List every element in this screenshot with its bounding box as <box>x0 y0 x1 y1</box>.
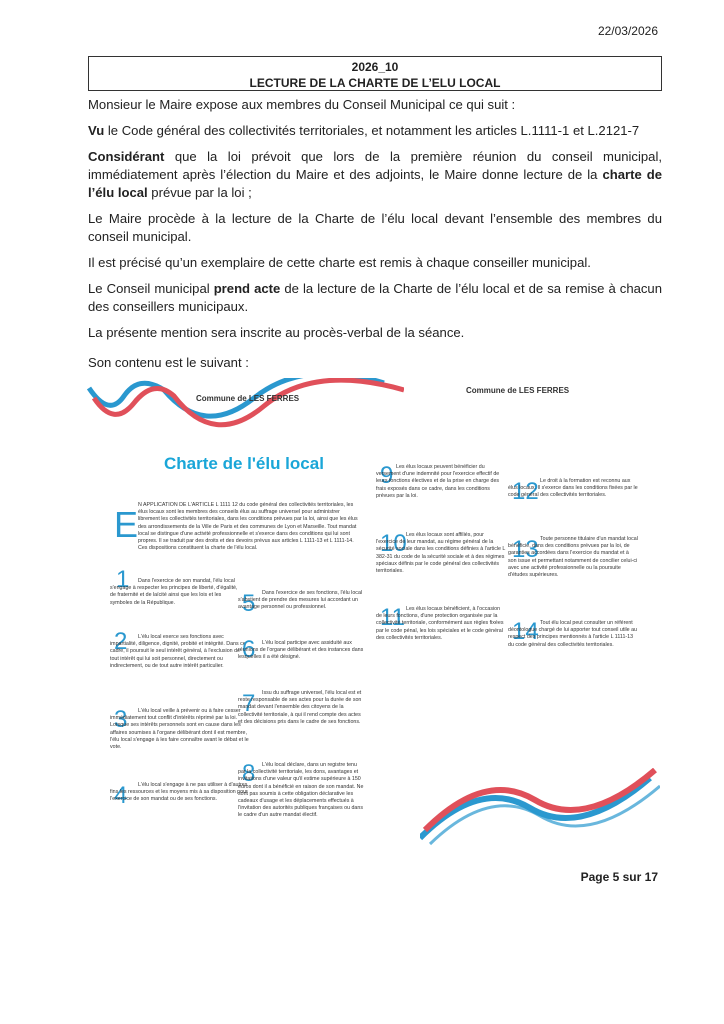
deliberation-body <box>88 96 662 380</box>
deliberation-code: 2026_10 <box>351 60 399 74</box>
article-text: L'élu local s'engage à ne pas utiliser à d'autres fins les ressources et les moyens mis à sa disposition pour l'exercice de son mandat ou de ses fonctions. <box>110 782 248 803</box>
article-text: Le droit à la formation est reconnu aux élus locaux. Il s'exerce dans les conditions fixées par le code général des collectivités territoriales. <box>508 478 638 499</box>
commune-label-left: Commune de LES FERRES <box>196 394 300 403</box>
article-number: 3 <box>114 706 128 733</box>
commune-label-right: Commune de LES FERRES <box>466 386 570 395</box>
paragraph-considerant: Considérant que la loi prévoit que lors de la première réunion du conseil municipal, immédiatement après l’élection du Maire et des adjoints, le Maire donne lecture de la charte de l’élu local prévue par la loi ; <box>88 149 662 200</box>
paragraph-intro: Monsieur le Maire expose aux membres du Conseil Municipal ce qui suit : <box>88 97 516 112</box>
article-number: 13 <box>512 536 539 563</box>
article-number: 7 <box>242 690 256 717</box>
article-number: 6 <box>242 636 256 663</box>
article-number: 5 <box>242 590 256 617</box>
tricolor-ribbon-bottom <box>420 768 660 848</box>
article-number: 8 <box>242 760 256 787</box>
article-number: 10 <box>380 530 407 557</box>
document-date: 22/03/2026 <box>597 24 658 38</box>
article-number: 12 <box>512 478 539 505</box>
article-text: Dans l'exercice de son mandat, l'élu local s'engage à respecter les principes de liberté, d'égalité, de fraternité et de laïcité ainsi que les lois et les symboles de la République. <box>110 578 238 606</box>
paragraph-exemplaire: Il est précisé qu’un exemplaire de cette charte est remis à chaque conseiller municipal. <box>88 255 591 270</box>
charter-image <box>84 378 664 848</box>
article-text: Les élus locaux peuvent bénéficier du versement d'une indemnité pour l'exercice effectif de leurs fonctions électives et de la prise en charge des frais exposés dans ce cadre, dans les conditions prévues par la loi. <box>376 464 500 499</box>
article-number: 2 <box>114 628 128 655</box>
paragraph-mention: La présente mention sera inscrite au procès-verbal de la séance. <box>88 325 465 340</box>
page-number: Page 5 sur 17 <box>580 870 658 884</box>
article-text: L'élu local veille à prévenir ou à faire cesser immédiatement tout conflit d'intérêts réprimé par la loi. Lorsque ses intérêts personnels sont en cause dans les affaires soumises à l'organe délibérant dont il est membre, l'élu local s'engage à les faire connaître avant le débat et le vote. <box>110 708 249 751</box>
article-text: L'élu local déclare, dans un registre tenu par la collectivité territoriale, les dons, avantages et invitations d'une valeur qu'il estime supérieure à 150 euros dont il a bénéficié en raison de son mandat. Ne sont pas soumis à cette obligation déclarative les cadeaux d'usage et les déplacements effectués à l'invitation des autorités publiques françaises ou dans le cadre d'un autre mandat électif. <box>238 762 364 819</box>
article-text: Les élus locaux sont affiliés, pour l'exercice de leur mandat, au régime général de la sécurité sociale dans les conditions définies à l'article L 382-31 du code de la sécurité sociale et à des régimes spéciaux définis par le code général des collectivités territoriales. <box>376 532 506 575</box>
paragraph-vu: Vu le Code général des collectivités territoriales, et notamment les articles L.1111-1 et L.2121-7 <box>88 123 640 138</box>
article-text: L'élu local exerce ses fonctions avec impartialité, diligence, dignité, probité et intégrité. Dans ce cadre, il poursuit le seul intérêt général, à l'exclusion de tout intérêt qui lui soit personnel, directement ou indirectement, ou de tout autre intérêt particulier. <box>110 634 246 669</box>
charter-title: Charte de l'élu local <box>164 454 324 473</box>
article-text: Dans l'exercice de ses fonctions, l'élu local s'abstient de prendre des mesures lui accordant un avantage personnel ou professionnel. <box>238 590 363 611</box>
article-text: Toute personne titulaire d'un mandat local bénéficie, dans des conditions prévues par la loi, de garanties accordées dans l'exercice du mandat et à son issue et permettant notamment de concilier celui-ci avec une activité professionnelle ou la poursuite d'études supérieures. <box>508 536 638 579</box>
tricolor-ribbon-top <box>84 378 404 438</box>
article-text: Issu du suffrage universel, l'élu local est et reste responsable de ses actes pour la durée de son mandat devant l'ensemble des citoyens de la collectivité territoriale, à qui il rend compte des actes et des décisions pris dans le cadre de ses fonctions. <box>238 690 362 725</box>
intro-dropcap: E <box>114 504 139 545</box>
article-number: 14 <box>512 618 539 645</box>
article-number: 4 <box>114 782 128 809</box>
article-text: Les élus locaux bénéficient, à l'occasion de leurs fonctions, d'une protection organisée par la collectivité territoriale, conformément aux règles fixées par le code pénal, les lois spéciales et le code général des collectivités territoriales. <box>376 606 504 641</box>
article-number: 11 <box>380 604 405 631</box>
article-number: 1 <box>116 566 130 593</box>
paragraph-contenu: Son contenu est le suivant : <box>88 355 249 370</box>
article-text: L'élu local participe avec assiduité aux réunions de l'organe délibérant et des instances dans lesquelles il a été désigné. <box>238 640 364 661</box>
article-text: Tout élu local peut consulter un référent déontologue chargé de lui apporter tout conseil utile au respect des principes mentionnés à l'article L 1111-13 du code général des collectivités territoriales. <box>508 620 637 648</box>
deliberation-title-box <box>88 56 662 91</box>
paragraph-prend-acte: Le Conseil municipal prend acte de la lecture de la Charte de l’élu local et de sa remise à chacun des conseillers municipaux. <box>88 281 662 314</box>
deliberation-title: LECTURE DE LA CHARTE DE L’ELU LOCAL <box>249 76 501 90</box>
paragraph-lecture: Le Maire procède à la lecture de la Charte de l’élu local devant l’ensemble des membres du conseil municipal. <box>88 211 662 244</box>
charter-intro: N APPLICATION DE L'ARTICLE L 1111 12 du code général des collectivités territoriales, les élus locaux sont les membres des conseils élus au suffrage universel pour administrer librement les collectivités territoriales, dans les conditions prévues par la loi, ainsi que les élus des arrondissements de la Ville de Paris et des communes de Lyon et Marseille. Tout mandat local se distingue d'une activité professionnelle et s'exerce dans des conditions qui lui sont propres. Il se traduit par des droits et des devoirs prévus aux articles L 1111-13 et L 1111-14. Ces dispositions constituent la charte de l'élu local. <box>138 502 358 552</box>
article-number: 9 <box>380 462 394 489</box>
